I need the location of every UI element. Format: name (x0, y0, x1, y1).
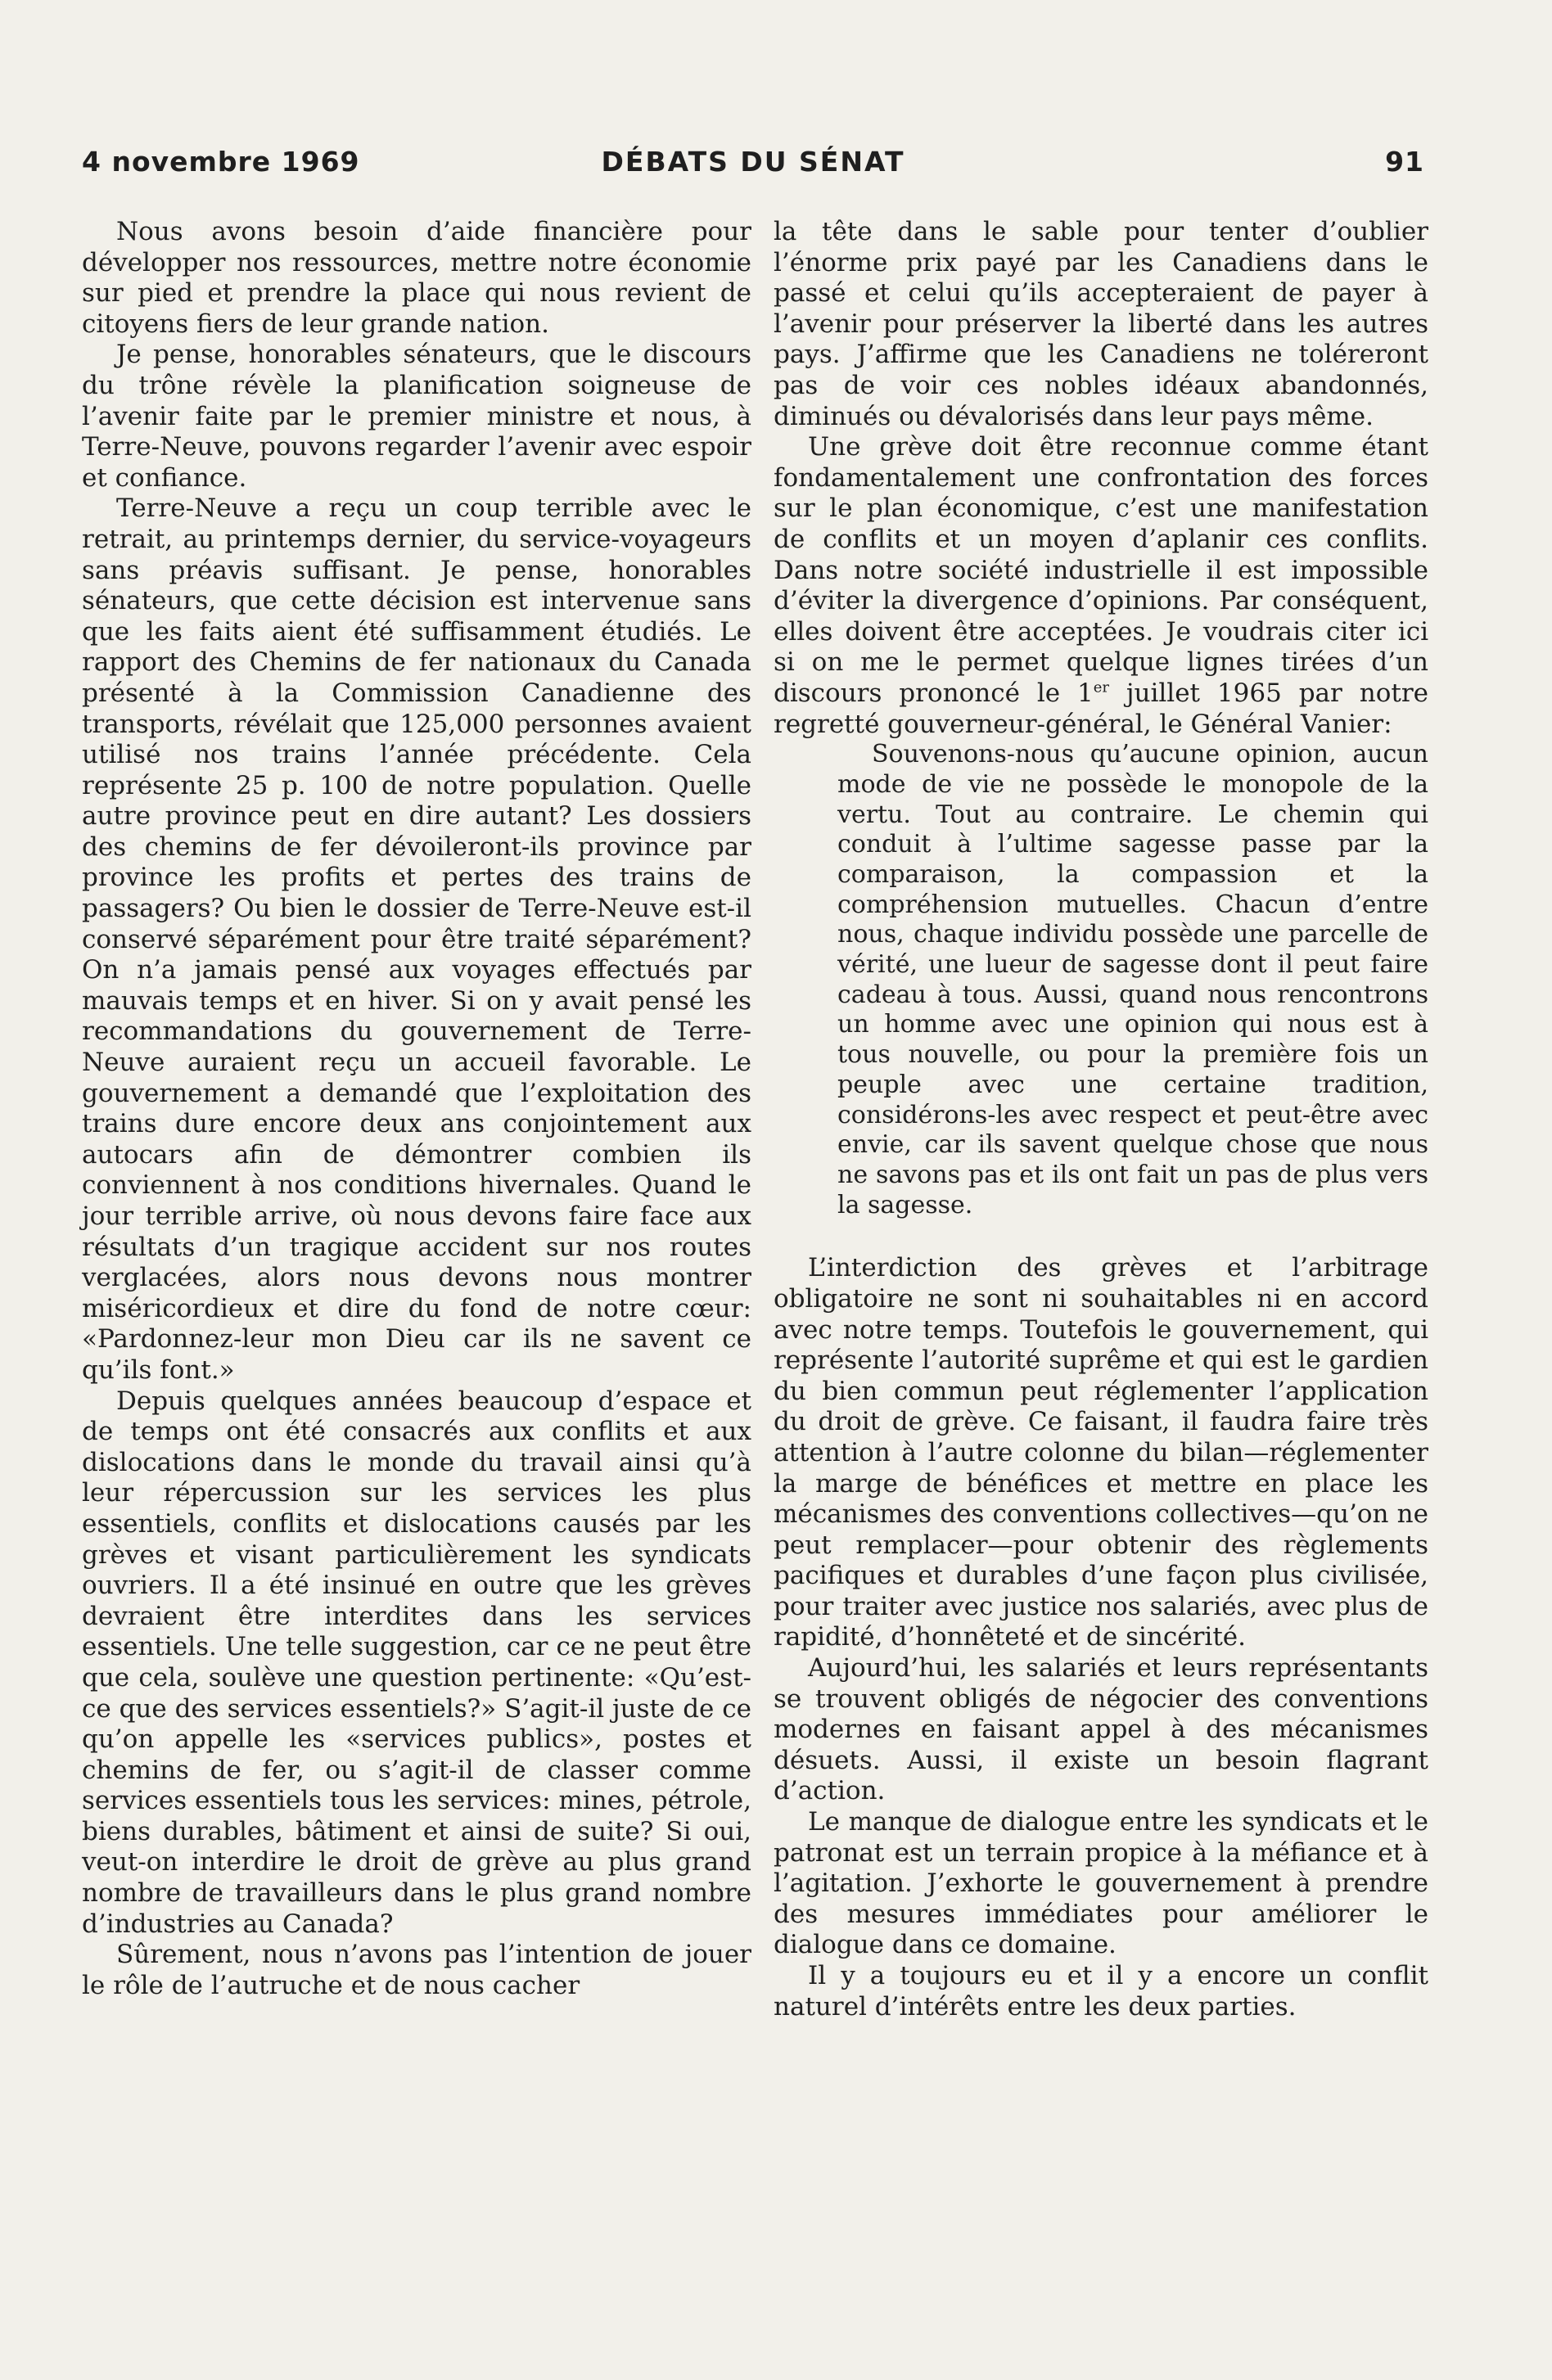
paragraph: Sûrement, nous n’avons pas l’intention de jouer le rôle de l’autruche et de nous cacher (82, 1940, 751, 2000)
left-column (82, 217, 751, 2001)
paragraph-continuation: la tête dans le sable pour tenter d’oublier l’énorme prix payé par les Canadiens dans le passé et celui qu’ils accepteraient de payer à l’avenir pour préserver la liberté dans les autres pays. J’affirme que les Canadiens ne toléreront pas de voir ces nobles idéaux abandonnés, diminués ou dévalorisés dans leur pays même. (774, 217, 1428, 431)
header-page-number: 91 (1385, 146, 1424, 178)
paragraph: Il y a toujours eu et il y a encore un conflit naturel d’intérêts entre les deux parties. (774, 1961, 1428, 2022)
page-header (82, 146, 1424, 187)
paragraph: Terre-Neuve a reçu un coup terrible avec le retrait, au printemps dernier, du service-voyageurs sans préavis suffisant. Je pense, honorables sénateurs, que cette décision est intervenue sans que les faits aient été suffisamment étudiés. Le rapport des Chemins de fer nationaux du Canada présenté à la Commission Canadienne des transports, révélait que 125,000 personnes avaient utilisé nos trains l’année précédente. Cela représente 25 p. 100 de notre population. Quelle autre province peut en dire autant? Les dossiers des chemins de fer dévoileront-ils province par province les profits et pertes des trains de passagers? Ou bien le dossier de Terre-Neuve est-il conservé séparément pour être traité séparément? On n’a jamais pensé aux voyages effectués par mauvais temps et en hiver. Si on y avait pensé les recommandations du gouvernement de Terre-Neuve auraient reçu un accueil favorable. Le gouvernement a demandé que l’exploitation des trains dure encore deux ans conjointement aux autocars afin de démontrer combien ils conviennent à nos conditions hivernales. Quand le jour terrible arrive, où nous devons faire face aux résultats d’un tragique accident sur nos routes verglacées, alors nous devons nous montrer miséricordieux et dire du fond de notre cœur: «Pardonnez-leur mon Dieu car ils ne savent ce qu’ils font.» (82, 494, 751, 1385)
paragraph-strike-text-end: juillet 1965 par notre regretté gouverneur-général, le Général Vanier: (774, 678, 1428, 739)
quotation-text: Souvenons-nous qu’aucune opinion, aucun mode de vie ne possède le monopole de la vertu. Tout au contraire. Le chemin qui conduit à l’ultime sagesse passe par la comparaison, la compassion et la compréhension mutuelles. Chacun d’entre nous, chaque individu possède une parcelle de vérité, une lueur de sagesse dont il peut faire cadeau à tous. Aussi, quand nous rencontrons un homme avec une opinion qui nous est à tous nouvelle, ou pour la première fois un peuple avec une certaine tradition, considérons-les avec respect et peut-être avec envie, car ils savent quelque chose que nous ne savons pas et ils ont fait un pas de plus vers la sagesse. (837, 740, 1428, 1219)
ordinal-superscript: er (1093, 678, 1109, 696)
paragraph: Depuis quelques années beaucoup d’espace et de temps ont été consacrés aux conflits et aux dislocations dans le monde du travail ainsi qu’à leur répercussion sur les services les plus essentiels, conflits et dislocations causés par les grèves et visant particulièrement les syndicats ouvriers. Il a été insinué en outre que les grèves devraient être interdites dans les services essentiels. Une telle suggestion, car ce ne peut être que cela, soulève une question pertinente: «Qu’est-ce que des services essentiels?» S’agit-il juste de ce qu’on appelle les «services publics», postes et chemins de fer, ou s’agit-il de classer comme services essentiels tous les services: mines, pétrole, biens durables, bâtiment et ainsi de suite? Si oui, veut-on interdire le droit de grève au plus grand nombre de travailleurs dans le plus grand nombre d’industries au Canada? (82, 1386, 751, 1939)
header-date: 4 novembre 1969 (82, 146, 360, 178)
paragraph: Le manque de dialogue entre les syndicats et le patronat est un terrain propice à la méfiance et à l’agitation. J’exhorte le gouvernement à prendre des mesures immédiates pour améliorer le dialogue dans ce domaine. (774, 1807, 1428, 1960)
right-column (774, 217, 1428, 2022)
paragraph-strike (774, 432, 1428, 740)
paragraph-strike-text: Une grève doit être reconnue comme étant fondamentalement une confrontation des forces sur le plan économique, c’est une manifestation de conflits et un moyen d’aplanir ces conflits. Dans notre société industrielle il est impossible d’éviter la divergence d’opinions. Par conséquent, elles doivent être acceptées. Je voudrais citer ici si on me le permet quelque lignes tirées d’un discours prononcé le 1 (774, 432, 1428, 708)
paragraph: L’interdiction des grèves et l’arbitrage obligatoire ne sont ni souhaitables ni en accord avec notre temps. Toutefois le gouvernement, qui représente l’autorité suprême et qui est le gardien du bien commun peut réglementer l’application du droit de grève. Ce faisant, il faudra faire très attention à l’autre colonne du bilan—réglementer la marge de bénéfices et mettre en place les mécanismes des conventions collectives—qu’on ne peut remplacer—pour obtenir des règlements pacifiques et durables d’une façon plus civilisée, pour traiter avec justice nos salariés, avec plus de rapidité, d’honnêteté et de sincérité. (774, 1253, 1428, 1652)
quotation (774, 740, 1428, 1220)
paragraph: Nous avons besoin d’aide financière pour développer nos ressources, mettre notre économie sur pied et prendre la place qui nous revient de citoyens fiers de leur grande nation. (82, 217, 751, 339)
paragraph: Aujourd’hui, les salariés et leurs représentants se trouvent obligés de négocier des conventions modernes en faisant appel à des mécanismes désuets. Aussi, il existe un besoin flagrant d’action. (774, 1653, 1428, 1806)
header-title: DÉBATS DU SÉNAT (601, 146, 905, 178)
paragraph: Je pense, honorables sénateurs, que le discours du trône révèle la planification soigneuse de l’avenir faite par le premier ministre et nous, à Terre-Neuve, pouvons regarder l’avenir avec espoir et confiance. (82, 340, 751, 493)
